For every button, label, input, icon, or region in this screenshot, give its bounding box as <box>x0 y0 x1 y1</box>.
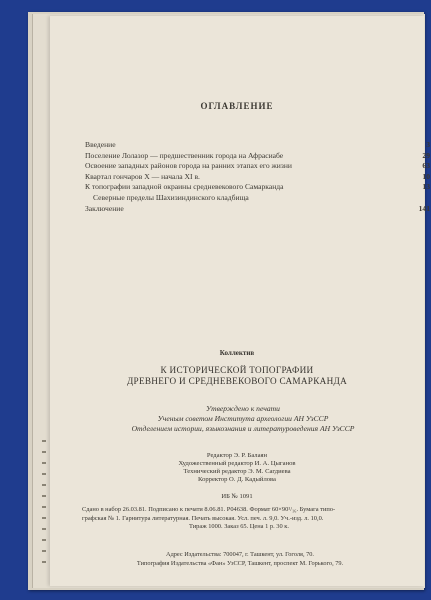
address-line: Адрес Издательства: 700047, г. Ташкент, ул. Гоголя, 70. <box>166 551 314 558</box>
approval-line: Утверждено к печати <box>206 404 280 413</box>
table-of-contents <box>85 140 430 214</box>
toc-entry-title: Освоение западных районов города на ранних этапах его жизни <box>85 161 292 171</box>
toc-entry-title: Введение <box>85 140 116 149</box>
toc-entry-page: 10 <box>422 171 430 181</box>
collective-label: Коллектив <box>219 349 255 357</box>
toc-entry-page: 29 <box>422 150 430 160</box>
book-title-line: ДРЕВНЕГО И СРЕДНЕВЕКОВОГО САМАРКАНДА <box>126 376 348 386</box>
toc-entry-page: 13 <box>422 182 430 192</box>
print-imprint <box>82 506 396 532</box>
book-title-line: К ИСТОРИЧЕСКОЙ ТОПОГРАФИИ <box>160 365 314 375</box>
toc-entry <box>85 140 430 151</box>
imprint-line: Сдано в набор 26.03.81. Подписано к печати 8.06.81. Р04638. Формат 60×90¹/₁₆. Бумага типо- <box>82 506 336 513</box>
publisher-address <box>90 551 390 568</box>
ib-number: ИБ № 1091 <box>221 493 253 500</box>
art-editor-credit: Художественный редактор И. А. Цыганов <box>178 460 296 467</box>
approval-line: Отделением истории, языкознания и литературоведения АН УзССР <box>131 424 355 433</box>
editorial-credits <box>50 452 424 484</box>
imprint-line: графская № 1. Гарнитура литературная. Печать высокая. Усл. печ. л. 9,0. Уч.-изд. л. 10,0. <box>82 514 324 522</box>
address-line: Типография Издательства «Фан» УзССР, Ташкент, проспект М. Горького, 79. <box>136 559 344 567</box>
toc-entry-title: К топографии западной окраины средневекового Самарканда <box>85 182 284 192</box>
toc-entry-title: Квартал гончаров X — начала XI в. <box>85 171 200 181</box>
toc-entry <box>85 150 430 162</box>
binding-stitches <box>42 440 48 590</box>
toc-entry <box>85 203 430 215</box>
toc-entry-title: Северные пределы Шахизиндинского кладбища <box>93 192 249 202</box>
toc-entry-page: 63 <box>422 161 430 171</box>
tech-editor-credit: Технический редактор Э. М. Сагдиева <box>183 468 291 475</box>
book-title-block <box>50 349 424 387</box>
toc-entry-title: Поселение Лолазор — предшественник города на Афрасиабе <box>85 150 284 160</box>
approval-statement <box>78 404 408 434</box>
editor-credit: Редактор Э. Р. Балаян <box>206 452 268 459</box>
proofreader-credit: Корректор О. Д. Кадыйлова <box>198 476 276 483</box>
toc-entry <box>85 161 430 172</box>
imprint-line: Тираж 1000. Заказ 65. Цена 1 р. 30 к. <box>189 523 289 531</box>
toc-heading: ОГЛАВЛЕНИЕ <box>200 101 274 111</box>
approval-line: Ученым советом Института археологии АН УзССР <box>157 414 329 423</box>
toc-entry-page: 3 <box>426 140 430 149</box>
toc-entry <box>85 171 430 183</box>
toc-entry <box>85 182 430 193</box>
book-page <box>50 16 430 586</box>
toc-entry-page: 141 <box>418 203 430 213</box>
toc-entry <box>85 193 424 204</box>
toc-entry-title: Заключение <box>85 203 124 213</box>
